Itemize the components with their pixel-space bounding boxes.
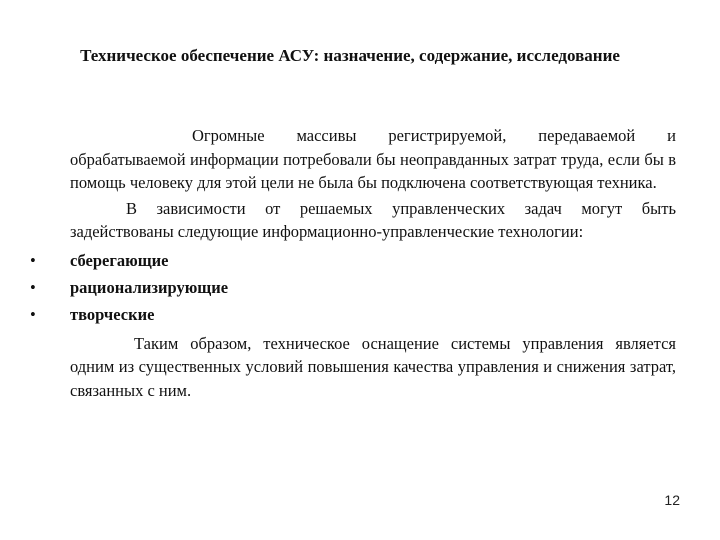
paragraph-conclusion: Таким образом, техническое оснащение системы управления является одним из существенных условий повышения качества управления и снижения затрат, связанных с ним. <box>70 333 676 400</box>
bullet-icon: • <box>30 250 36 270</box>
list-item-label: творческие <box>70 304 155 324</box>
bullet-icon: • <box>30 304 36 324</box>
page-number: 12 <box>664 492 680 508</box>
slide-body <box>30 124 676 402</box>
list-item <box>30 247 676 274</box>
bullet-icon: • <box>30 277 36 297</box>
list-item <box>30 301 676 328</box>
paragraph-technologies: В зависимости от решаемых управленческих задач могут быть задействованы следующие информационно-управленческие технологии: <box>70 198 676 241</box>
list-item-label: сберегающие <box>70 250 169 270</box>
slide-title: Техническое обеспечение АСУ: назначение, содержание, исследование <box>80 46 620 65</box>
list-item <box>30 274 676 301</box>
list-item-label: рационализирующие <box>70 277 229 297</box>
technology-list <box>30 247 676 328</box>
paragraph-intro: Огромные массивы регистрируемой, передаваемой и обрабатываемой информации потребовали бы неоправданных затрат труда, если бы в помощь человеку для этой цели не была бы подключена соответствующая техника. <box>70 126 676 192</box>
